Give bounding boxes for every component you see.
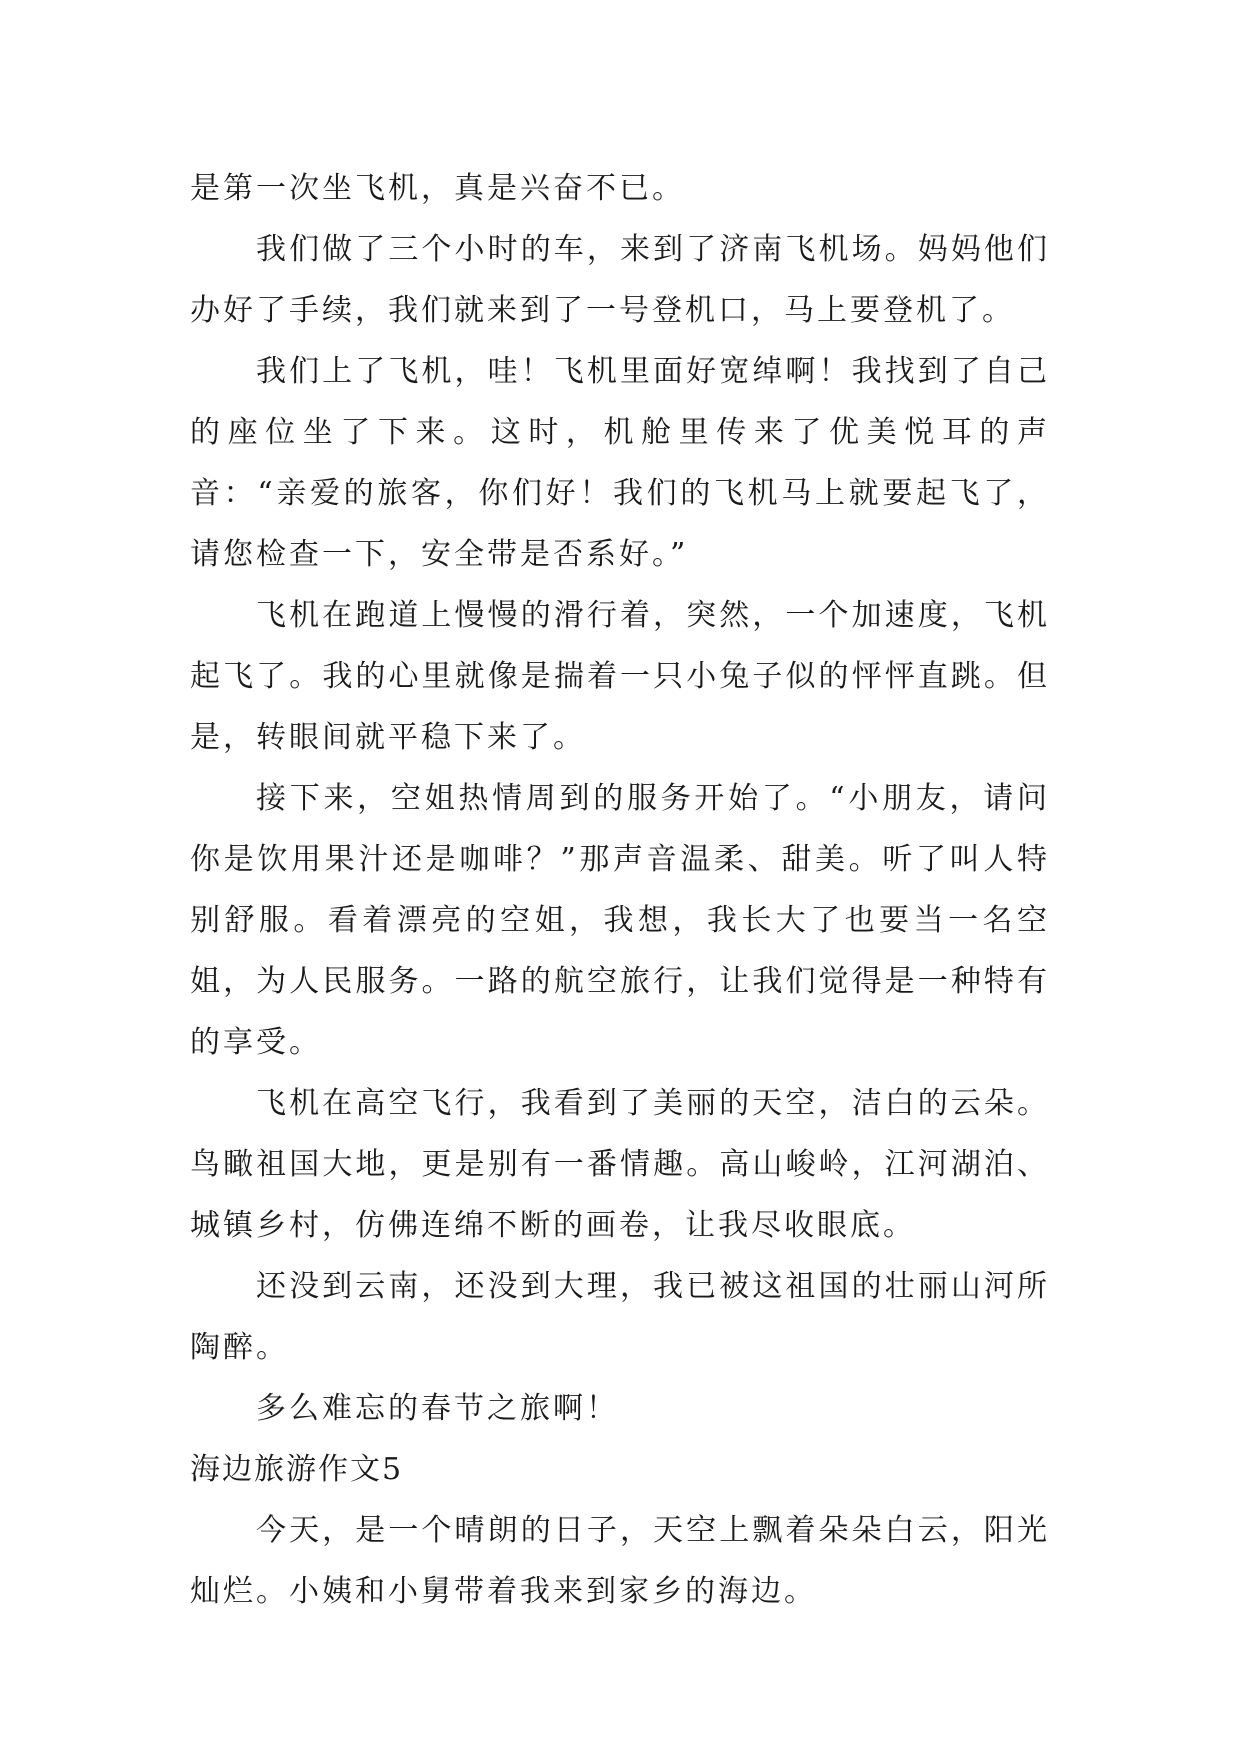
paragraph-closing: 多么难忘的春节之旅啊！: [256, 1391, 619, 1426]
paragraph-continuation: 是第一次坐飞机，真是兴奋不已。: [190, 171, 685, 206]
paragraph-view: 飞机在高空飞行，我看到了美丽的天空，洁白的云朵。鸟瞰祖国大地，更是别有一番情趣。高山峻岭，江河湖泊、城镇乡村，仿佛连绵不断的画卷，让我尽收眼底。: [190, 1086, 1050, 1243]
document-body: [190, 158, 1050, 1622]
section-heading: 海边旅游作文5: [190, 1452, 404, 1487]
paragraph-scenery: 还没到云南，还没到大理，我已被这祖国的壮丽山河所陶醉。: [190, 1269, 1050, 1365]
paragraph-seaside-intro: 今天，是一个晴朗的日子，天空上飘着朵朵白云，阳光灿烂。小姨和小舅带着我来到家乡的海边。: [190, 1513, 1050, 1609]
paragraph-boarding: 我们上了飞机，哇！飞机里面好宽绰啊！我找到了自己的座位坐了下来。这时，机舱里传来了优美悦耳的声音：“亲爱的旅客，你们好！我们的飞机马上就要起飞了，请您检查一下，安全带是否系好。”: [190, 354, 1050, 572]
paragraph-airport: 我们做了三个小时的车，来到了济南飞机场。妈妈他们办好了手续，我们就来到了一号登机口，马上要登机了。: [190, 232, 1050, 328]
paragraph-service: 接下来，空姐热情周到的服务开始了。“小朋友，请问你是饮用果汁还是咖啡？”那声音温柔、甜美。听了叫人特别舒服。看着漂亮的空姐，我想，我长大了也要当一名空姐，为人民服务。一路的航空旅行，让我们觉得是一种特有的享受。: [190, 781, 1050, 1060]
paragraph-takeoff: 飞机在跑道上慢慢的滑行着，突然，一个加速度，飞机起飞了。我的心里就像是揣着一只小兔子似的怦怦直跳。但是，转眼间就平稳下来了。: [190, 598, 1050, 755]
